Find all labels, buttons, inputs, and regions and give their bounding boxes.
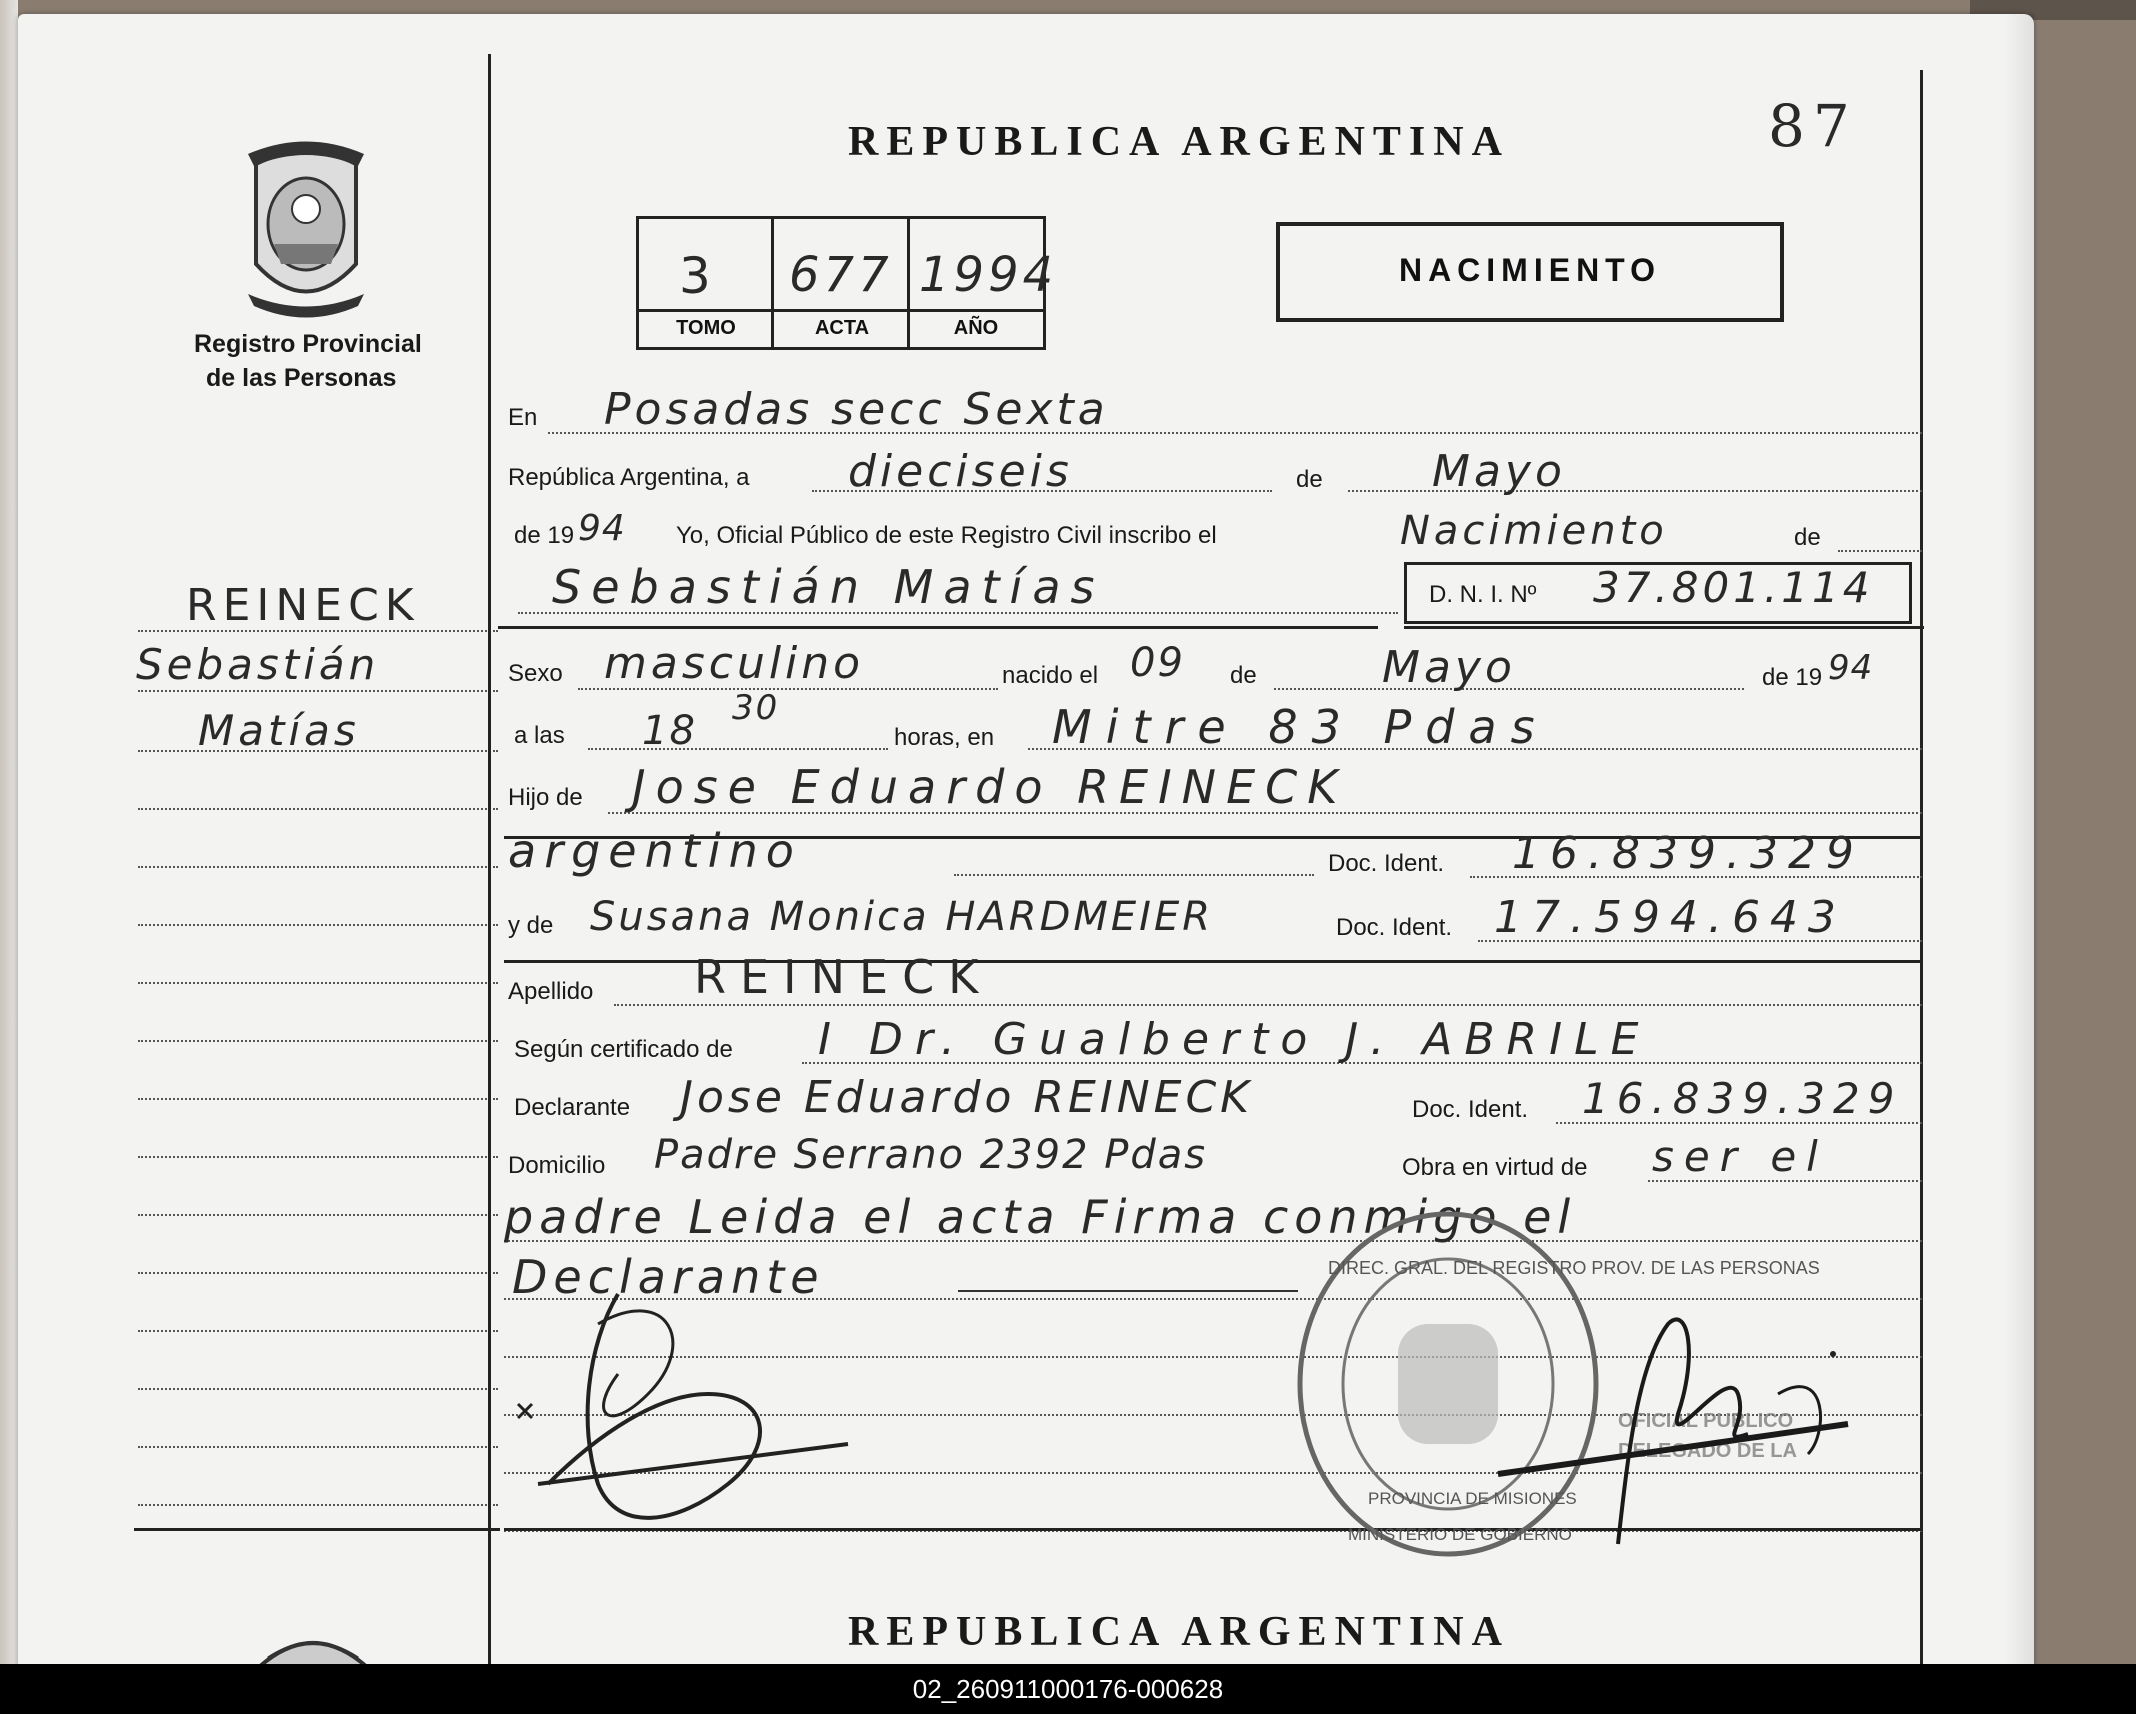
stamp-inner-text: PROVINCIA DE MISIONES [1368,1489,1577,1508]
declarant-signature [508,1284,858,1544]
father-name: Jose Eduardo REINECK [632,760,1348,814]
declarante-value: Jose Eduardo REINECK [680,1072,1254,1123]
acta-label: ACTA [814,317,870,339]
hijo-label: Hijo de [508,784,583,811]
tomo-label: TOMO [676,317,736,339]
inscribo-text: Yo, Oficial Público de este Registro Civil inscribo el [676,522,1217,549]
mother-name: Susana Monica HARDMEIER [590,894,1214,940]
sexo-label: Sexo [508,660,563,687]
domicilio-label: Domicilio [508,1152,606,1179]
horas-label: horas, en [894,724,995,751]
en-label: En [508,404,538,431]
sexo-value: masculino [604,638,865,689]
obra-label: Obra en virtud de [1402,1154,1588,1181]
de-label: de [1296,466,1323,493]
column-divider [488,54,491,1674]
closing-line1: padre Leida el acta Firma conmigo el [504,1190,1577,1244]
obra-value: ser el [1652,1132,1828,1181]
stamp-outer-text: DIREC. GRAL. DEL REGISTRO PROV. DE LAS PERSONAS [1328,1258,1820,1278]
country-title: REPUBLICA ARGENTINA [848,119,1510,165]
apellido-label: Apellido [508,978,594,1005]
nacido-label: nacido el [1002,662,1099,689]
margin-surname: REINECK [186,580,420,631]
document-page [18,14,2034,1674]
record-type-box [1276,222,1784,322]
stamp-bottom-text: MINISTERIO DE GOBIERNO [1348,1525,1572,1544]
hour-value: 18 [642,708,697,754]
officer-stamp-line2: DELEGADO DE LA [1618,1440,1797,1462]
margin-bottom-rule [134,1528,500,1531]
second-country-title: REPUBLICA ARGENTINA [848,1609,1510,1655]
father-doc: 16.839.329 [1512,828,1864,879]
father-nationality: argentino [508,824,802,878]
birth-year-prefix: de 19 [1762,664,1823,691]
de-label-3: de [1230,662,1257,689]
officer-signature [1488,1304,1908,1554]
declarante-doc: 16.839.329 [1582,1074,1903,1123]
child-name: Sebastián Matías [552,560,1105,614]
ano-value: 1994 [919,247,1058,303]
registry-name-line1: Registro Provincial [194,330,422,358]
page-number: 87 [1768,92,1858,160]
closing-line2: Declarante [512,1250,825,1304]
dni-box [1404,562,1912,624]
birth-month: Mayo [1382,642,1516,693]
acta-value: 677 [789,247,893,303]
mother-doc-label: Doc. Ident. [1336,914,1453,941]
declarante-doc-label: Doc. Ident. [1412,1096,1529,1123]
birth-day: 09 [1130,640,1185,686]
registry-name-line2: de las Personas [206,364,397,392]
a-las-label: a las [514,722,565,749]
record-id-box [636,216,1058,350]
place-value: Posadas secc Sexta [604,384,1109,435]
binding-edge [0,0,18,1664]
margin-name2: Matías [198,706,360,755]
file-id: 02_260911000176-000628 [912,1674,1224,1704]
declarante-label: Declarante [514,1094,631,1121]
father-doc-label: Doc. Ident. [1328,850,1445,877]
minutes-value: 30 [732,688,780,728]
certificado-value: I Dr. Gualberto J. ABRILE [818,1014,1651,1065]
officer-stamp-line1: OFICIAL PUBLICO [1618,1410,1794,1432]
event-value: Nacimiento [1400,508,1668,554]
tomo-value: 3 [679,247,715,305]
certificado-label: Según certificado de [514,1036,733,1063]
domicilio-value: Padre Serrano 2392 Pdas [654,1132,1208,1178]
year-prefix: de 19 [514,522,575,549]
file-id-bar [0,1664,2136,1714]
birth-year-suffix: 94 [1828,648,1874,688]
y-de-label: y de [508,912,554,939]
day-words: dieciseis [848,446,1073,497]
ano-label: AÑO [953,317,999,339]
republica-label: República Argentina, a [508,464,750,491]
year-suffix: 94 [578,508,626,549]
apellido-value: REINECK [694,950,993,1004]
right-border [1920,70,1923,1674]
margin-name1: Sebastián [136,640,380,689]
birth-place: Mitre 83 Pdas [1052,700,1549,754]
dni-label: D. N. I. Nº [1429,581,1537,608]
provincial-seal-icon [236,144,376,319]
mother-doc: 17.594.643 [1494,892,1846,943]
de-label-2: de [1794,524,1821,551]
record-type: NACIMIENTO [1398,252,1662,288]
month-value: Mayo [1432,446,1566,497]
dni-value: 37.801.114 [1593,563,1874,612]
